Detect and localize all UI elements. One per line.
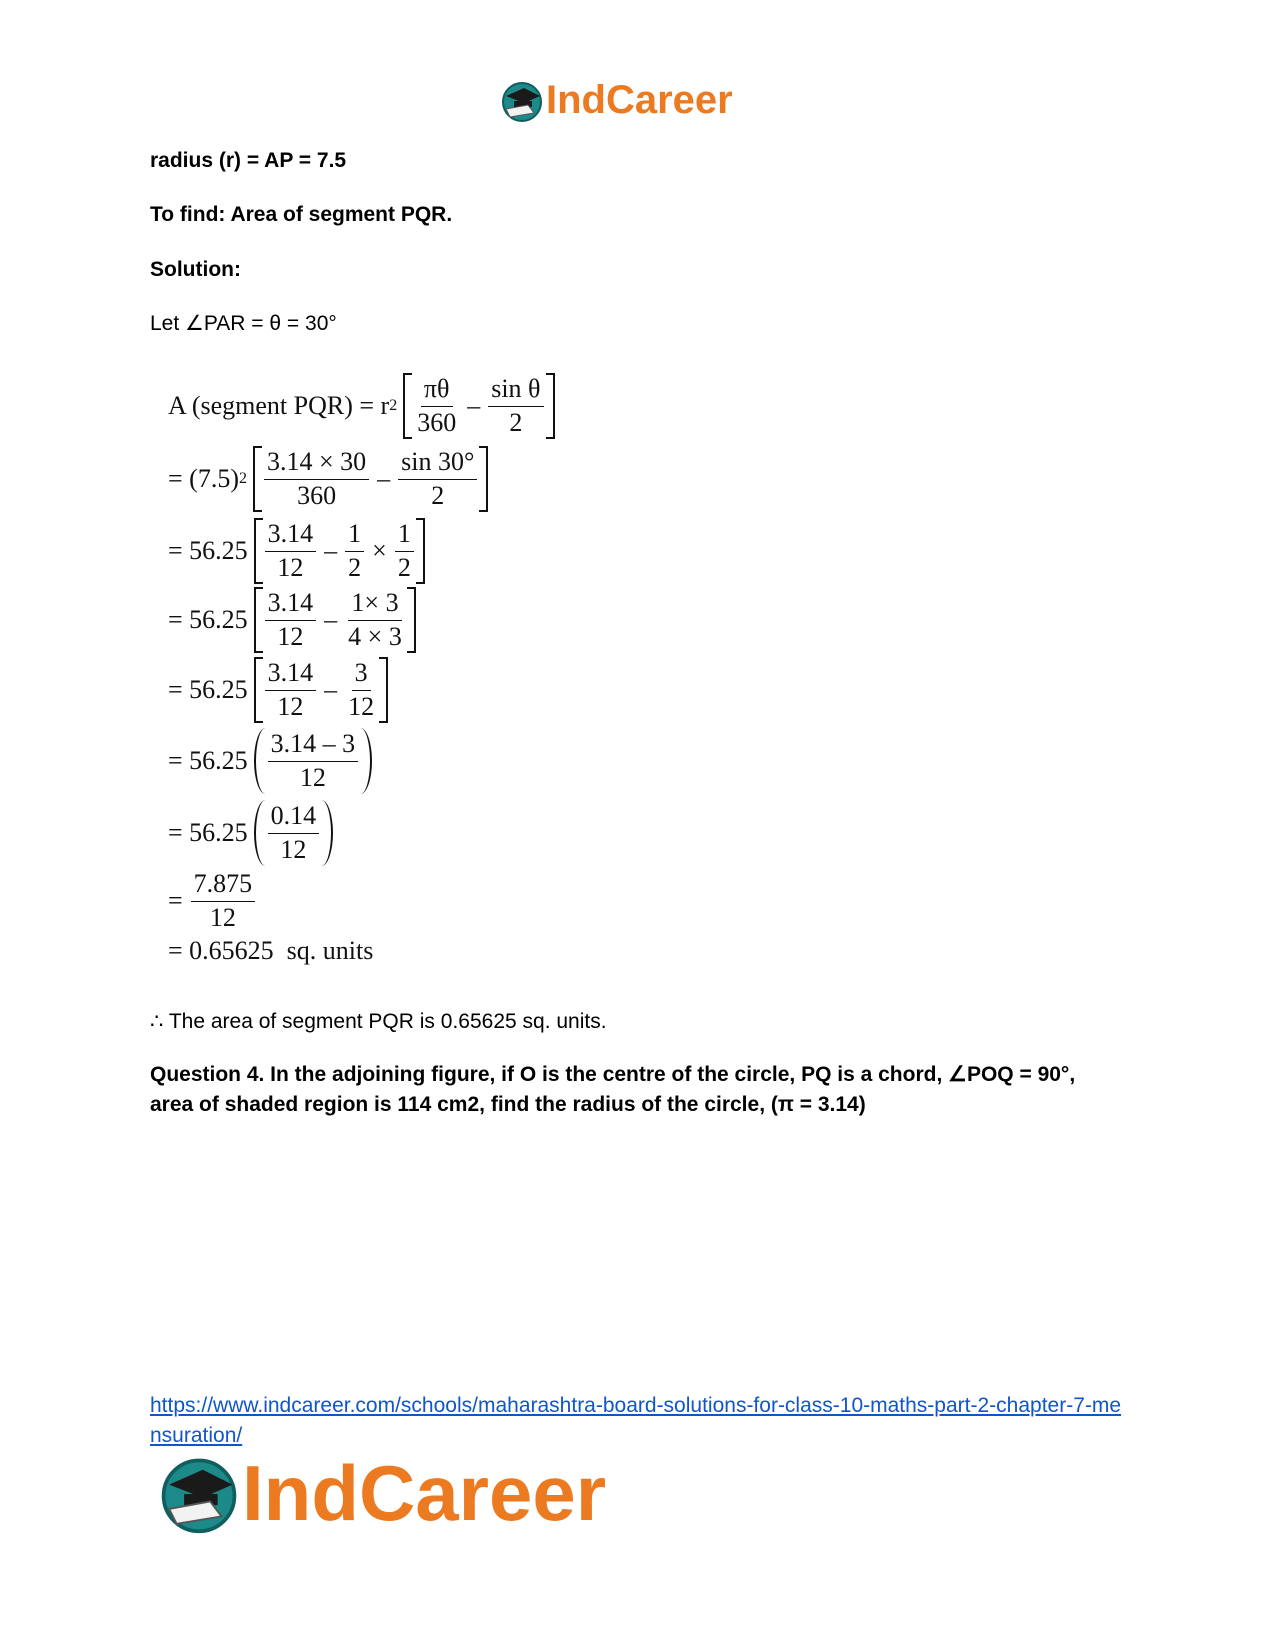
fraction-denominator: 12 [209, 902, 236, 932]
math-fraction [191, 870, 256, 932]
solution-label: Solution: [150, 258, 241, 281]
math-fraction [265, 520, 317, 582]
math-line-8: = $\frac{7.875}{12}$ [168, 870, 259, 932]
math-fraction [488, 375, 543, 437]
math-lhs: A (segment PQR) = r [168, 391, 390, 421]
math-line-5: = 56.25 $\frac{3.14}{12}$ – $\frac{3}{12}$ [168, 657, 388, 723]
question-4: Question 4. In the adjoining figure, if O is the centre of the circle, PQ is a chord, ∠POQ = 90°, area of shaded region is 114 cm2, find the radius of the circle, (π = 3.14) [150, 1063, 1076, 1116]
math-line-7: = 56.25 $\frac{0.14}{12}$ [168, 800, 333, 866]
footer-logo [158, 1448, 606, 1539]
math-fraction [268, 802, 320, 864]
math-paren [254, 800, 334, 866]
to-find-line: To find: Area of segment PQR. [150, 203, 453, 226]
fraction-denominator: 2 [397, 552, 411, 582]
logo-text: IndCareer [546, 78, 733, 122]
math-line-3: = 56.25 $\frac{3.14}{12}$ – $\frac{1}{2}$ × $\frac{1}{2}$ [168, 518, 425, 584]
math-fraction [264, 448, 369, 510]
math-line-9: = 0.65625 sq. units [168, 936, 374, 965]
header-logo [500, 78, 733, 123]
math-exponent: 2 [389, 397, 398, 415]
fraction-denominator: 12 [277, 691, 304, 721]
math-operator: – [324, 536, 338, 566]
radius-line: radius (r) = AP = 7.5 [150, 149, 347, 172]
math-fraction [395, 520, 414, 582]
let-line: Let ∠PAR = θ = 30° [150, 312, 337, 335]
fraction-numerator: πθ [421, 375, 453, 407]
math-paren [254, 728, 373, 794]
math-operator: × [372, 536, 387, 566]
math-bracket [254, 587, 416, 653]
fraction-denominator: 12 [277, 621, 304, 651]
fraction-denominator: 2 [348, 552, 362, 582]
fraction-numerator: 3.14 [265, 659, 317, 691]
fraction-numerator: 1× 3 [348, 589, 401, 621]
math-fraction [265, 659, 317, 721]
math-bracket [254, 518, 425, 584]
math-bracket [254, 657, 389, 723]
math-fraction [398, 448, 477, 510]
math-fraction [265, 589, 317, 651]
fraction-numerator: sin θ [488, 375, 543, 407]
math-fraction [268, 730, 359, 792]
fraction-numerator: sin 30° [398, 448, 477, 480]
math-bracket [253, 446, 488, 512]
math-fraction [345, 589, 405, 651]
math-line-6: = 56.25 $\frac{3.14 - 3}{12}$ [168, 728, 372, 794]
fraction-numerator: 1 [395, 520, 414, 552]
graduation-globe-icon [158, 1453, 240, 1535]
source-link[interactable]: https://www.indcareer.com/schools/maharashtra-board-solutions-for-class-10-maths-part-2-chapter-7-mensuration/ [150, 1394, 1122, 1447]
fraction-numerator: 3 [352, 659, 371, 691]
fraction-denominator: 12 [299, 762, 326, 792]
math-operator: – [377, 464, 391, 494]
fraction-numerator: 7.875 [191, 870, 256, 902]
math-line-2: = (7.5) 2 $\frac{3.14 \times 30}{360}$ – $\frac{\sin 30^\circ}{2}$ [168, 446, 488, 512]
fraction-denominator: 2 [509, 407, 523, 437]
fraction-denominator: 360 [417, 407, 457, 437]
fraction-denominator: 4 × 3 [348, 621, 402, 651]
fraction-numerator: 0.14 [268, 802, 320, 834]
fraction-denominator: 12 [348, 691, 375, 721]
fraction-numerator: 3.14 [265, 520, 317, 552]
math-line-4: = 56.25 $\frac{3.14}{12}$ – $\frac{1\times 3}{4 \times 3}$ [168, 587, 416, 653]
math-fraction [414, 375, 459, 437]
math-operator: – [324, 675, 338, 705]
graduation-globe-icon [500, 79, 544, 123]
math-operator: – [324, 605, 338, 635]
math-line-1 [168, 373, 555, 439]
fraction-numerator: 3.14 [265, 589, 317, 621]
fraction-numerator: 3.14 – 3 [268, 730, 359, 762]
math-operator: – [467, 391, 481, 421]
fraction-numerator: 1 [345, 520, 364, 552]
fraction-denominator: 360 [297, 480, 337, 510]
fraction-denominator: 12 [280, 834, 307, 864]
math-fraction [345, 659, 377, 721]
fraction-denominator: 12 [277, 552, 304, 582]
fraction-denominator: 2 [431, 480, 445, 510]
math-bracket [403, 373, 554, 439]
conclusion-line: ∴ The area of segment PQR is 0.65625 sq. units. [150, 1010, 607, 1033]
logo-text: IndCareer [242, 1449, 607, 1537]
fraction-numerator: 3.14 × 30 [264, 448, 369, 480]
math-fraction [345, 520, 364, 582]
